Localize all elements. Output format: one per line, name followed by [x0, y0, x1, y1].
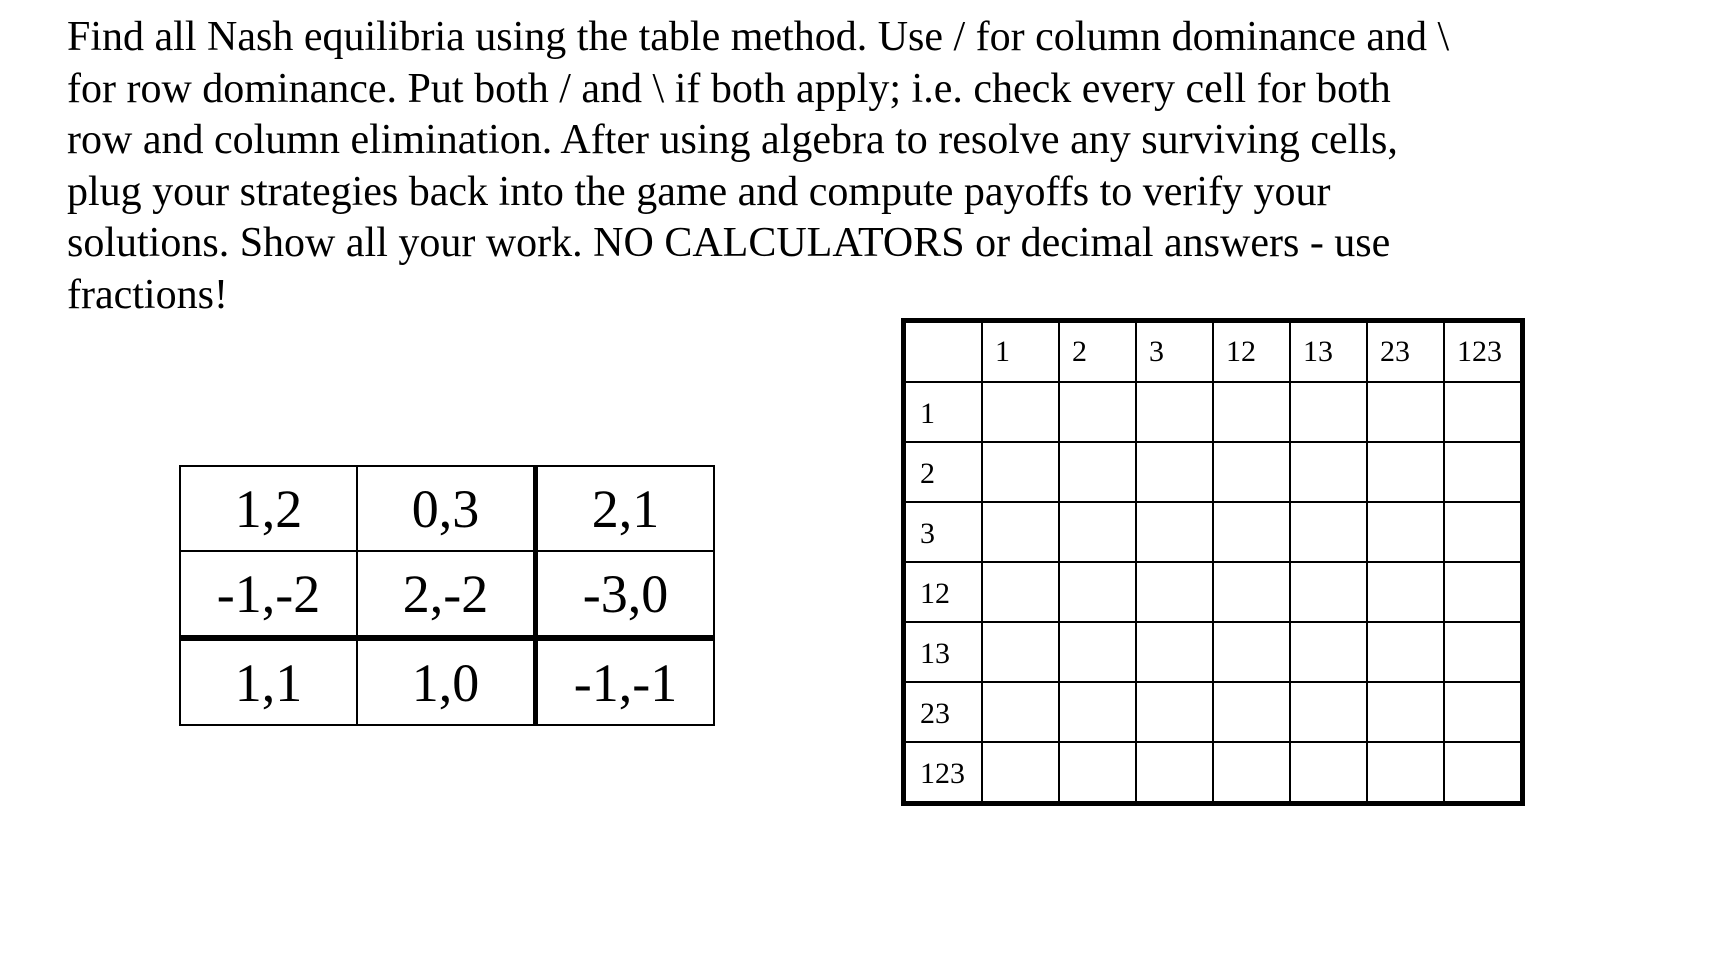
payoff-cell: -3,0	[536, 551, 715, 638]
grid-cell[interactable]	[982, 502, 1059, 562]
instruction-line: fractions!	[67, 271, 228, 318]
grid-row-header: 123	[904, 742, 983, 804]
instruction-line: plug your strategies back into the game and compute payoffs to verify your	[67, 168, 1331, 215]
grid-cell[interactable]	[1213, 382, 1290, 442]
grid-cell[interactable]	[1136, 502, 1213, 562]
grid-row-header: 12	[904, 562, 983, 622]
grid-cell[interactable]	[1213, 502, 1290, 562]
payoff-cell: 0,3	[357, 466, 536, 551]
grid-row	[904, 742, 1523, 804]
grid-cell[interactable]	[1213, 742, 1290, 804]
grid-cell[interactable]	[982, 562, 1059, 622]
grid-cell[interactable]	[1444, 562, 1523, 622]
grid-cell[interactable]	[982, 382, 1059, 442]
grid-cell[interactable]	[1136, 382, 1213, 442]
payoff-cell: 1,2	[180, 466, 357, 551]
grid-row-header: 3	[904, 502, 983, 562]
grid-cell[interactable]	[1213, 622, 1290, 682]
grid-cell[interactable]	[982, 622, 1059, 682]
grid-cell[interactable]	[1367, 682, 1444, 742]
payoff-cell: -1,-1	[536, 638, 715, 725]
grid-cell[interactable]	[982, 442, 1059, 502]
grid-cell[interactable]	[1059, 682, 1136, 742]
payoff-cell: 1,0	[357, 638, 536, 725]
grid-corner-cell	[904, 321, 983, 383]
grid-cell[interactable]	[1367, 742, 1444, 804]
grid-cell[interactable]	[1290, 502, 1367, 562]
grid-row	[904, 682, 1523, 742]
grid-cell[interactable]	[1136, 742, 1213, 804]
grid-cell[interactable]	[1290, 622, 1367, 682]
payoff-cell: 2,1	[536, 466, 715, 551]
grid-cell[interactable]	[1290, 382, 1367, 442]
grid-row	[904, 442, 1523, 502]
grid-cell[interactable]	[1290, 742, 1367, 804]
grid-cell[interactable]	[1367, 382, 1444, 442]
grid-row-header: 23	[904, 682, 983, 742]
grid-cell[interactable]	[1213, 682, 1290, 742]
grid-row	[904, 382, 1523, 442]
grid-cell[interactable]	[1059, 562, 1136, 622]
payoff-row	[180, 466, 714, 551]
grid-cell[interactable]	[1059, 622, 1136, 682]
grid-cell[interactable]	[1444, 502, 1523, 562]
grid-cell[interactable]	[1136, 442, 1213, 502]
grid-column-header: 3	[1136, 321, 1213, 383]
grid-cell[interactable]	[1444, 742, 1523, 804]
grid-column-header: 13	[1290, 321, 1367, 383]
grid-column-header: 1	[982, 321, 1059, 383]
grid-cell[interactable]	[1367, 442, 1444, 502]
payoff-row	[180, 638, 714, 725]
instruction-line: Find all Nash equilibria using the table method. Use / for column dominance and \	[67, 14, 1450, 60]
grid-cell[interactable]	[1136, 682, 1213, 742]
strategy-grid	[901, 318, 1525, 806]
grid-cell[interactable]	[1059, 442, 1136, 502]
grid-cell[interactable]	[1290, 442, 1367, 502]
payoff-matrix	[179, 465, 715, 726]
grid-row	[904, 502, 1523, 562]
grid-cell[interactable]	[1290, 562, 1367, 622]
payoff-row	[180, 551, 714, 638]
instructions-text	[67, 12, 1667, 321]
grid-cell[interactable]	[1367, 562, 1444, 622]
grid-row-header: 13	[904, 622, 983, 682]
grid-cell[interactable]	[1136, 622, 1213, 682]
grid-row-header: 2	[904, 442, 983, 502]
payoff-cell: 1,1	[180, 638, 357, 725]
grid-cell[interactable]	[1444, 442, 1523, 502]
grid-cell[interactable]	[1059, 502, 1136, 562]
grid-cell[interactable]	[982, 742, 1059, 804]
instruction-line: solutions. Show all your work. NO CALCULATORS or decimal answers - use	[67, 220, 1391, 266]
grid-cell[interactable]	[1059, 382, 1136, 442]
grid-cell[interactable]	[1213, 562, 1290, 622]
grid-header-row	[904, 321, 1523, 383]
instruction-line: row and column elimination. After using algebra to resolve any surviving cells,	[67, 117, 1398, 163]
grid-cell[interactable]	[1367, 502, 1444, 562]
grid-cell[interactable]	[1444, 622, 1523, 682]
grid-cell[interactable]	[1213, 442, 1290, 502]
grid-column-header: 23	[1367, 321, 1444, 383]
payoff-cell: 2,-2	[357, 551, 536, 638]
grid-row	[904, 622, 1523, 682]
grid-column-header: 2	[1059, 321, 1136, 383]
grid-row-header: 1	[904, 382, 983, 442]
instruction-line: for row dominance. Put both / and \ if both apply; i.e. check every cell for both	[67, 65, 1391, 112]
grid-cell[interactable]	[982, 682, 1059, 742]
payoff-cell: -1,-2	[180, 551, 357, 638]
grid-column-header: 12	[1213, 321, 1290, 383]
grid-cell[interactable]	[1444, 682, 1523, 742]
grid-row	[904, 562, 1523, 622]
grid-cell[interactable]	[1367, 622, 1444, 682]
grid-column-header: 123	[1444, 321, 1523, 383]
grid-cell[interactable]	[1059, 742, 1136, 804]
grid-cell[interactable]	[1136, 562, 1213, 622]
grid-cell[interactable]	[1444, 382, 1523, 442]
grid-cell[interactable]	[1290, 682, 1367, 742]
